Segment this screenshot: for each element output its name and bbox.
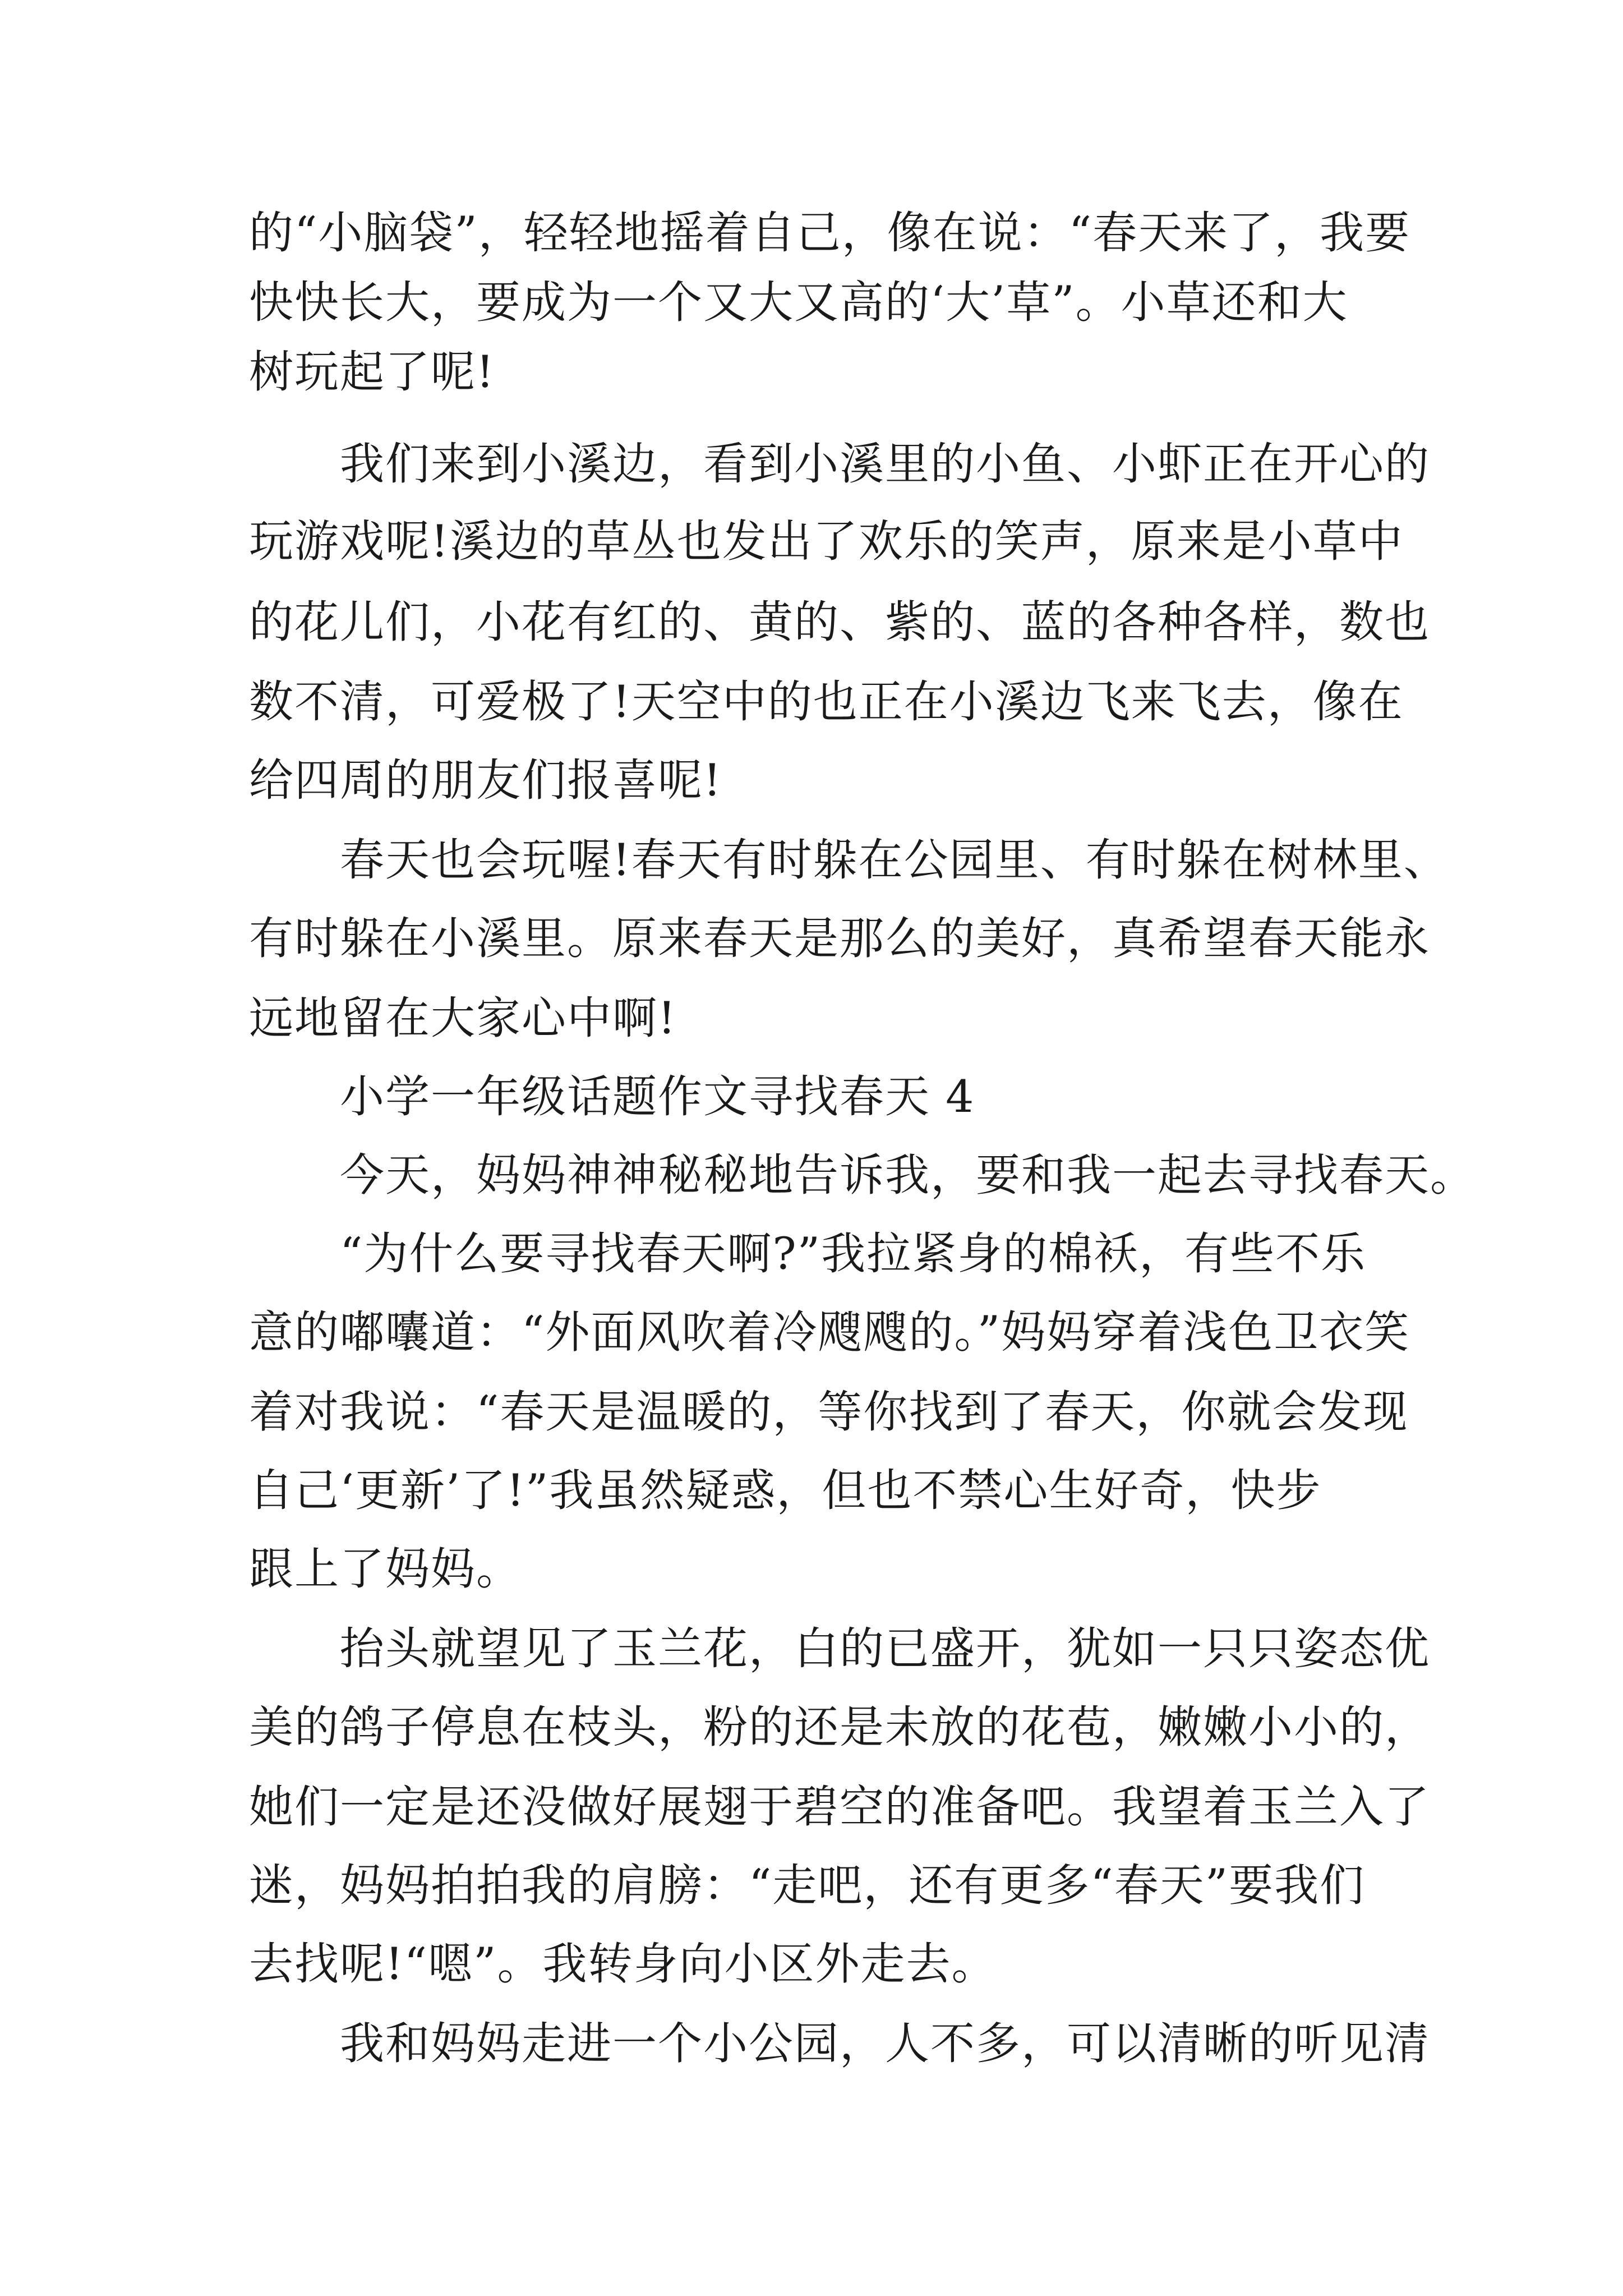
paragraph-first-line: 我们来到小溪边，看到小溪里的小鱼、小虾正在开心的 xyxy=(340,438,1430,490)
text-line: 美的鸽子停息在枝头，粉的还是未放的花苞，嫩嫩小小的， xyxy=(249,1701,1430,1753)
text-line: 快快长大，要成为一个又大又高的‘大’草”。小草还和大 xyxy=(249,277,1348,328)
text-line: 有时躲在小溪里。原来春天是那么的美好，真希望春天能永 xyxy=(249,913,1430,964)
text-line: 远地留在大家心中啊! xyxy=(249,992,677,1044)
paragraph-first-line: 抬头就望见了玉兰花，白的已盛开，犹如一只只姿态优 xyxy=(340,1623,1430,1674)
paragraph-first-line: 今天，妈妈神神秘秘地告诉我，要和我一起去寻找春天。 xyxy=(340,1149,1476,1201)
text-line: 意的嘟囔道：“外面风吹着冷飕飕的。”妈妈穿着浅色卫衣笑 xyxy=(249,1306,1410,1358)
text-line: 的“小脑袋”，轻轻地摇着自己，像在说：“春天来了，我要 xyxy=(249,207,1411,259)
paragraph-first-line: 我和妈妈走进一个小公园，人不多，可以清晰的听见清 xyxy=(340,2018,1430,2069)
paragraph-first-line: 春天也会玩喔!春天有时躲在公园里、有时躲在树林里、 xyxy=(340,834,1449,886)
paragraph-first-line: “为什么要寻找春天啊?”我拉紧身的棉袄，有些不乐 xyxy=(340,1228,1367,1280)
text-line: 自己‘更新’了!”我虽然疑惑，但也不禁心生好奇，快步 xyxy=(249,1465,1322,1516)
text-line: 给四周的朋友们报喜呢! xyxy=(249,754,722,806)
text-line: 树玩起了呢! xyxy=(249,346,495,398)
text-line: 数不清，可爱极了!天空中的也正在小溪边飞来飞去，像在 xyxy=(249,676,1404,728)
text-line: 跟上了妈妈。 xyxy=(249,1543,522,1595)
text-line: 的花儿们，小花有红的、黄的、紫的、蓝的各种各样，数也 xyxy=(249,596,1430,648)
text-line: 去找呢!“嗯”。我转身向小区外走去。 xyxy=(249,1938,997,1990)
text-line: 她们一定是还没做好展翅于碧空的准备吧。我望着玉兰入了 xyxy=(249,1781,1430,1833)
section-heading: 小学一年级话题作文寻找春天 4 xyxy=(340,1071,975,1122)
text-line: 迷，妈妈拍拍我的肩膀：“走吧，还有更多“春天”要我们 xyxy=(249,1860,1366,1911)
text-line: 玩游戏呢!溪边的草丛也发出了欢乐的笑声，原来是小草中 xyxy=(249,516,1404,567)
text-line: 着对我说：“春天是温暖的，等你找到了春天，你就会发现 xyxy=(249,1386,1409,1438)
